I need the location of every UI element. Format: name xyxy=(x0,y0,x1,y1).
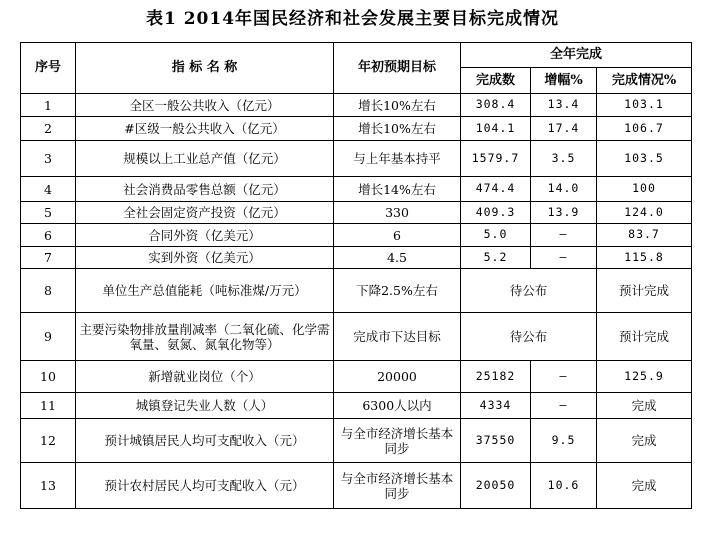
row-target: 20000 xyxy=(334,361,461,393)
row-target: 完成市下达目标 xyxy=(334,313,461,361)
row-target: 6 xyxy=(334,224,461,247)
row-no: 2 xyxy=(21,117,76,141)
row-growth: 14.0 xyxy=(531,177,597,202)
row-indicator: 全社会固定资产投资（亿元） xyxy=(76,202,334,224)
row-indicator: 预计城镇居民人均可支配收入（元） xyxy=(76,419,334,463)
header-annual: 全年完成 xyxy=(461,43,692,68)
row-completed: 4334 xyxy=(461,393,531,419)
row-growth: — xyxy=(531,361,597,393)
row-completed: 5.0 xyxy=(461,224,531,247)
header-growth: 增幅% xyxy=(531,68,597,94)
row-no: 3 xyxy=(21,141,76,177)
row-growth: — xyxy=(531,393,597,419)
row-rate: 103.1 xyxy=(597,94,692,117)
row-target: 增长10%左右 xyxy=(334,117,461,141)
row-target: 下降2.5%左右 xyxy=(334,269,461,313)
table-title: 表1 2014年国民经济和社会发展主要目标完成情况 xyxy=(145,9,560,29)
row-growth: 9.5 xyxy=(531,419,597,463)
row-completed: 409.3 xyxy=(461,202,531,224)
table-row xyxy=(21,247,692,269)
row-rate: 完成 xyxy=(597,419,692,463)
table-row xyxy=(21,94,692,117)
row-target: 增长14%左右 xyxy=(334,177,461,202)
table-row xyxy=(21,313,692,361)
row-no: 13 xyxy=(21,463,76,509)
row-no: 12 xyxy=(21,419,76,463)
table-row xyxy=(21,224,692,247)
row-completed: 20050 xyxy=(461,463,531,509)
row-completed: 104.1 xyxy=(461,117,531,141)
table-row xyxy=(21,202,692,224)
row-completed: 308.4 xyxy=(461,94,531,117)
row-indicator: 主要污染物排放量削减率（二氧化硫、化学需氧量、氨氮、氮氧化物等） xyxy=(76,313,334,361)
row-growth: — xyxy=(531,224,597,247)
header-completed: 完成数 xyxy=(461,68,531,94)
row-rate: 83.7 xyxy=(597,224,692,247)
table-row xyxy=(21,393,692,419)
row-target: 增长10%左右 xyxy=(334,94,461,117)
row-no: 1 xyxy=(21,94,76,117)
row-target: 与全市经济增长基本同步 xyxy=(334,463,461,509)
row-no: 7 xyxy=(21,247,76,269)
row-completed: 474.4 xyxy=(461,177,531,202)
row-target: 与上年基本持平 xyxy=(334,141,461,177)
row-no: 10 xyxy=(21,361,76,393)
row-indicator: 实到外资（亿美元） xyxy=(76,247,334,269)
row-completed: 37550 xyxy=(461,419,531,463)
row-rate: 完成 xyxy=(597,463,692,509)
row-target: 4.5 xyxy=(334,247,461,269)
row-no: 4 xyxy=(21,177,76,202)
header-row-top xyxy=(21,43,692,68)
row-indicator: 单位生产总值能耗（吨标准煤/万元） xyxy=(76,269,334,313)
table-row xyxy=(21,361,692,393)
table-row xyxy=(21,141,692,177)
header-indicator: 指 标 名 称 xyxy=(76,43,334,94)
row-rate: 完成 xyxy=(597,393,692,419)
row-growth: 13.9 xyxy=(531,202,597,224)
row-no: 11 xyxy=(21,393,76,419)
row-indicator: 社会消费品零售总额（亿元） xyxy=(76,177,334,202)
row-growth: 13.4 xyxy=(531,94,597,117)
row-indicator: 合同外资（亿美元） xyxy=(76,224,334,247)
table-row xyxy=(21,269,692,313)
table-row xyxy=(21,463,692,509)
table-row xyxy=(21,117,692,141)
row-indicator: 全区一般公共收入（亿元） xyxy=(76,94,334,117)
row-completed: 25182 xyxy=(461,361,531,393)
row-indicator: #区级一般公共收入（亿元） xyxy=(76,117,334,141)
row-rate: 100 xyxy=(597,177,692,202)
row-no: 8 xyxy=(21,269,76,313)
row-growth: 10.6 xyxy=(531,463,597,509)
row-indicator: 城镇登记失业人数（人） xyxy=(76,393,334,419)
row-completed: 5.2 xyxy=(461,247,531,269)
row-target: 与全市经济增长基本同步 xyxy=(334,419,461,463)
row-no: 9 xyxy=(21,313,76,361)
row-indicator: 新增就业岗位（个） xyxy=(76,361,334,393)
row-indicator: 规模以上工业总产值（亿元） xyxy=(76,141,334,177)
header-rate: 完成情况% xyxy=(597,68,692,94)
row-rate: 125.9 xyxy=(597,361,692,393)
row-rate: 106.7 xyxy=(597,117,692,141)
row-pending: 待公布 xyxy=(461,313,597,361)
row-rate: 103.5 xyxy=(597,141,692,177)
targets-table xyxy=(20,42,692,509)
row-target: 6300人以内 xyxy=(334,393,461,419)
row-completed: 1579.7 xyxy=(461,141,531,177)
row-rate: 115.8 xyxy=(597,247,692,269)
row-rate: 预计完成 xyxy=(597,313,692,361)
row-no: 5 xyxy=(21,202,76,224)
table-row xyxy=(21,419,692,463)
header-target: 年初预期目标 xyxy=(334,43,461,94)
row-indicator: 预计农村居民人均可支配收入（元） xyxy=(76,463,334,509)
row-rate: 预计完成 xyxy=(597,269,692,313)
row-pending: 待公布 xyxy=(461,269,597,313)
row-rate: 124.0 xyxy=(597,202,692,224)
row-no: 6 xyxy=(21,224,76,247)
header-no: 序号 xyxy=(21,43,76,94)
row-target: 330 xyxy=(334,202,461,224)
row-growth: 3.5 xyxy=(531,141,597,177)
row-growth: — xyxy=(531,247,597,269)
row-growth: 17.4 xyxy=(531,117,597,141)
table-row xyxy=(21,177,692,202)
